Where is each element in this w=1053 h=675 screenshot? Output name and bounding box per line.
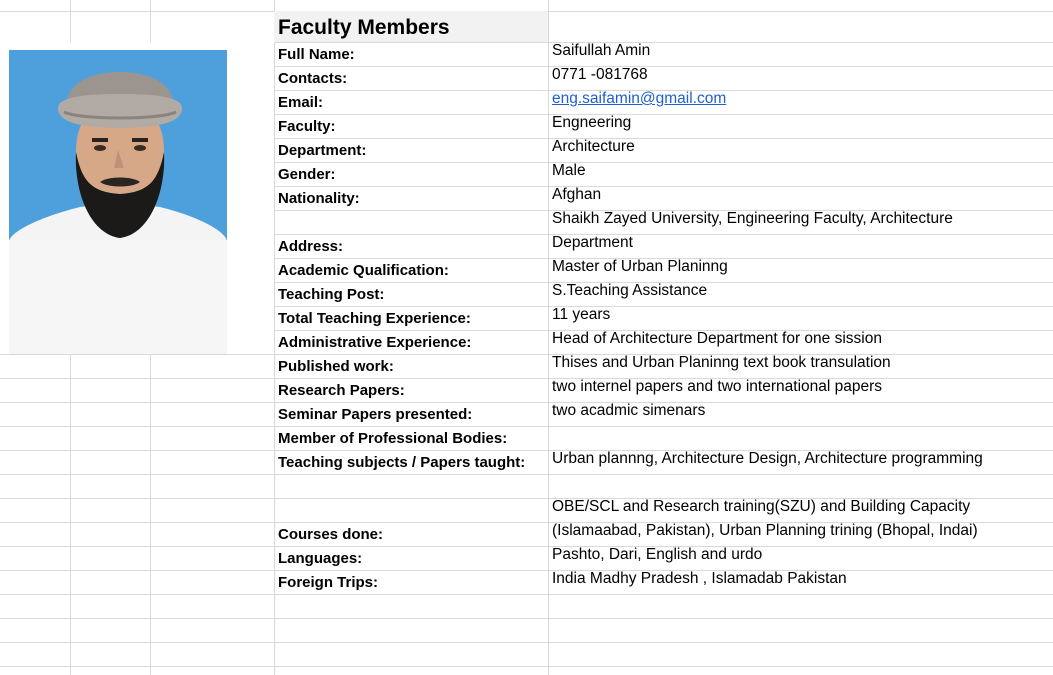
field-value-line: (Islamaabad, Pakistan), Urban Planning trining (Bhopal, Indai) bbox=[552, 522, 978, 539]
field-label: Teaching subjects / Papers taught: bbox=[278, 454, 526, 471]
field-label: Email: bbox=[278, 94, 324, 111]
field-label: Total Teaching Experience: bbox=[278, 310, 471, 327]
field-value-line: 11 years bbox=[552, 306, 611, 323]
field-value-line: Thises and Urban Planinng text book transulation bbox=[552, 354, 891, 371]
field-label: Research Papers: bbox=[278, 382, 405, 399]
field-value bbox=[552, 399, 705, 423]
profile-row-full-name[interactable] bbox=[274, 42, 1053, 66]
field-value-line: Male bbox=[552, 162, 586, 179]
field-value bbox=[552, 447, 983, 471]
field-value bbox=[552, 495, 978, 543]
field-value bbox=[552, 567, 847, 591]
field-label: Seminar Papers presented: bbox=[278, 406, 473, 423]
profile-row-faculty[interactable] bbox=[274, 114, 1053, 138]
sheet-title: Faculty Members bbox=[278, 16, 450, 39]
field-value-line: Architecture bbox=[552, 138, 635, 155]
field-value-line: Saifullah Amin bbox=[552, 42, 651, 59]
field-label: Department: bbox=[278, 142, 367, 159]
field-value bbox=[552, 159, 586, 183]
profile-row-address[interactable] bbox=[274, 210, 1053, 258]
field-label: Faculty: bbox=[278, 118, 336, 135]
field-value-line: S.Teaching Assistance bbox=[552, 282, 708, 299]
field-value-line: Engneering bbox=[552, 114, 632, 131]
field-value-line: Pashto, Dari, English and urdo bbox=[552, 546, 763, 563]
field-label: Teaching Post: bbox=[278, 286, 385, 303]
field-label: Contacts: bbox=[278, 70, 348, 87]
field-value-line: Urban plannng, Architecture Design, Architecture programming bbox=[552, 450, 983, 467]
profile-row-teaching-post[interactable] bbox=[274, 282, 1053, 306]
field-value bbox=[552, 279, 707, 303]
field-value-line: OBE/SCL and Research training(SZU) and Building Capacity bbox=[552, 498, 971, 515]
profile-row-gender[interactable] bbox=[274, 162, 1053, 186]
profile-row-email[interactable] bbox=[274, 90, 1053, 114]
field-value-line: two internel papers and two international papers bbox=[552, 378, 883, 395]
field-value bbox=[552, 303, 610, 327]
person-photo-icon bbox=[0, 42, 274, 354]
field-label: Academic Qualification: bbox=[278, 262, 449, 279]
field-value bbox=[552, 375, 882, 399]
field-value bbox=[552, 63, 648, 87]
field-label: Gender: bbox=[278, 166, 336, 183]
field-label: Member of Professional Bodies: bbox=[278, 430, 508, 447]
field-value bbox=[552, 135, 635, 159]
profile-row-department[interactable] bbox=[274, 138, 1053, 162]
field-label: Nationality: bbox=[278, 190, 360, 207]
field-value-line: Shaikh Zayed University, Engineering Faculty, Architecture bbox=[552, 210, 953, 227]
profile-row-seminar-papers[interactable] bbox=[274, 402, 1053, 426]
field-value-line: India Madhy Pradesh , Islamadab Pakistan bbox=[552, 570, 847, 587]
field-value bbox=[552, 543, 762, 567]
field-value bbox=[552, 327, 882, 351]
field-label: Foreign Trips: bbox=[278, 574, 379, 591]
field-value bbox=[552, 111, 631, 135]
email-link[interactable] bbox=[552, 87, 726, 111]
profile-row-courses-done[interactable] bbox=[274, 498, 1053, 546]
field-value-line: Department bbox=[552, 234, 633, 251]
field-label: Administrative Experience: bbox=[278, 334, 472, 351]
field-label: Full Name: bbox=[278, 46, 355, 63]
field-label: Courses done: bbox=[278, 526, 384, 543]
field-label: Address: bbox=[278, 238, 344, 255]
field-value bbox=[552, 207, 953, 255]
field-value bbox=[552, 351, 891, 375]
field-value-line: 0771 -081768 bbox=[552, 66, 648, 83]
sheet-title-cell[interactable] bbox=[274, 11, 548, 42]
profile-row-teaching-subjects[interactable] bbox=[274, 450, 1053, 474]
field-label: Languages: bbox=[278, 550, 363, 567]
field-value bbox=[552, 255, 728, 279]
profile-row-foreign-trips[interactable] bbox=[274, 570, 1053, 594]
field-value-line: Master of Urban Planinng bbox=[552, 258, 728, 275]
field-value bbox=[552, 39, 650, 63]
field-value-line: two acadmic simenars bbox=[552, 402, 706, 419]
field-value bbox=[552, 183, 601, 207]
field-value-line: Head of Architecture Department for one sission bbox=[552, 330, 882, 347]
field-value-line: Afghan bbox=[552, 186, 602, 203]
field-value-line: eng.saifamin@gmail.com bbox=[552, 90, 727, 107]
field-label: Published work: bbox=[278, 358, 394, 375]
faculty-member-photo[interactable] bbox=[0, 42, 274, 354]
